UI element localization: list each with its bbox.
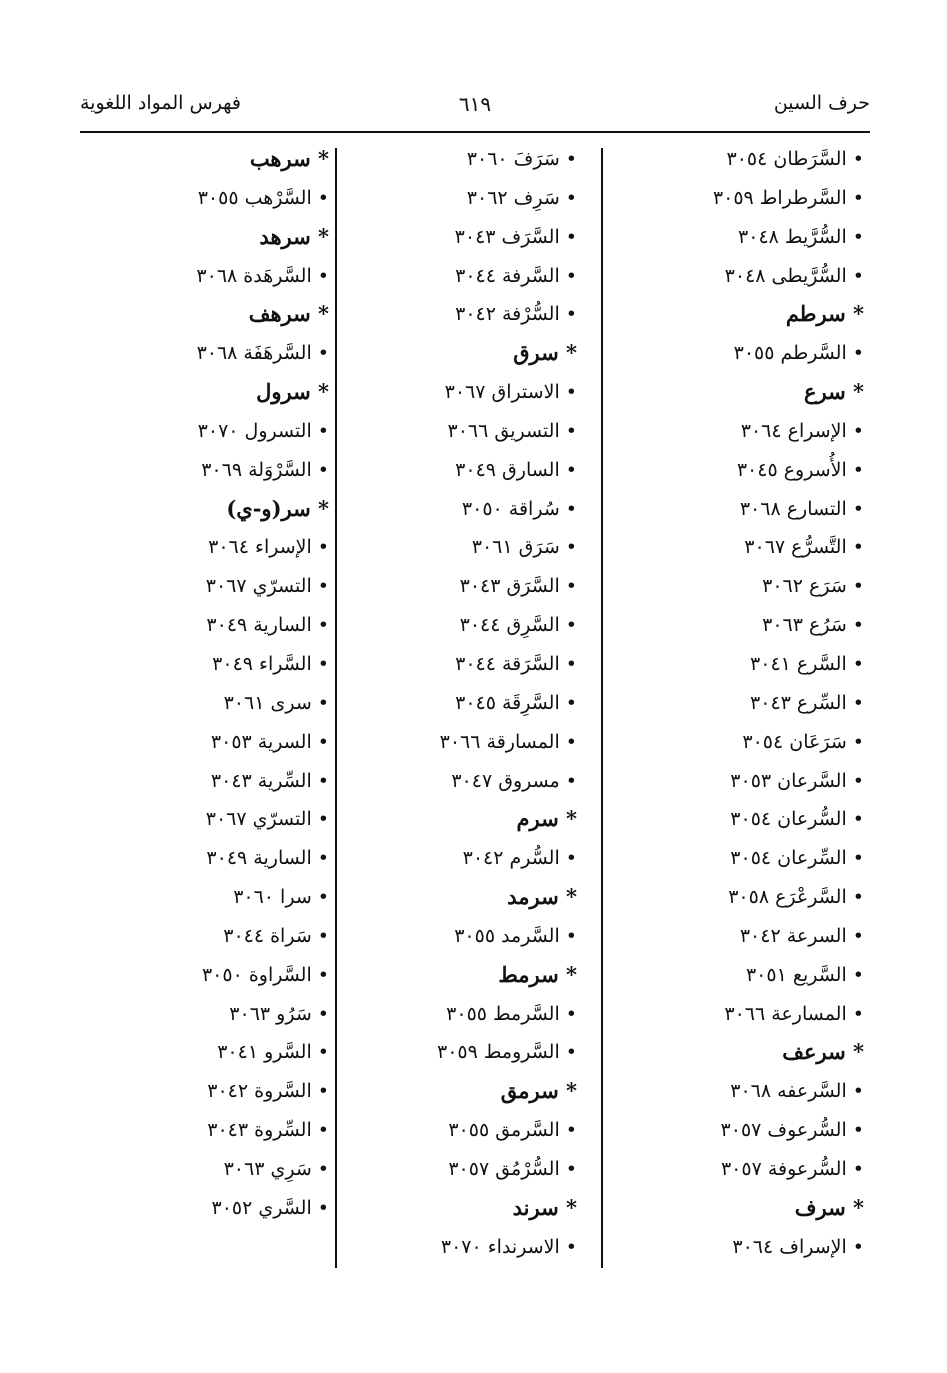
index-entry: • سَرَع ٣٠٦٢: [614, 567, 864, 606]
header-divider: [80, 131, 870, 133]
index-entry: • السَّريع ٣٠٥١: [614, 956, 864, 995]
index-entry: • السَّرمد ٣٠٥٥: [357, 917, 577, 956]
root-heading: * سرق: [357, 334, 577, 373]
index-entry: • السَّرعفه ٣٠٦٨: [614, 1072, 864, 1111]
index-entry: • التسرّي ٣٠٦٧: [89, 800, 329, 839]
index-entry: • السَّرَف ٣٠٤٣: [357, 218, 577, 257]
index-entry: • السَّرطراط ٣٠٥٩: [614, 179, 864, 218]
index-entry: • السَّرمق ٣٠٥٥: [357, 1111, 577, 1150]
index-entry: • الأُسروع ٣٠٤٥: [614, 451, 864, 490]
index-entry: • السِّرع ٣٠٤٣: [614, 684, 864, 723]
index-entry: • سُراقة ٣٠٥٠: [357, 490, 577, 529]
index-entry: • السَّرْوَلة ٣٠٦٩: [89, 451, 329, 490]
index-entry: • السِّرية ٣٠٤٣: [89, 762, 329, 801]
root-heading: * سرف: [614, 1189, 864, 1228]
index-entry: • التسارع ٣٠٦٨: [614, 490, 864, 529]
index-entry: • السَّرَقة ٣٠٤٤: [357, 645, 577, 684]
index-entry: • سَرُع ٣٠٦٣: [614, 606, 864, 645]
index-entry: • السَّرِقَة ٣٠٤٥: [357, 684, 577, 723]
root-heading: * سرهف: [89, 295, 329, 334]
index-entry: • سَرَعَان ٣٠٥٤: [614, 723, 864, 762]
index-entry: • السُّرْمُق ٣٠٥٧: [357, 1150, 577, 1189]
index-entry: • الاستراق ٣٠٦٧: [357, 373, 577, 412]
index-entry: • المسارقة ٣٠٦٦: [357, 723, 577, 762]
root-heading: * سر(و-ي): [89, 490, 329, 529]
root-heading: * سرمد: [357, 878, 577, 917]
index-entry: • السُّرَّيطى ٣٠٤٨: [614, 257, 864, 296]
header-book-section: فهرس المواد اللغوية: [80, 92, 242, 114]
index-entry: • سَرِي ٣٠٦٣: [89, 1150, 329, 1189]
root-heading: * سرهب: [89, 140, 329, 179]
index-entry: • سرا ٣٠٦٠: [89, 878, 329, 917]
header-section-title: حرف السين: [773, 92, 870, 114]
index-entry: • السِّروة ٣٠٤٣: [89, 1111, 329, 1150]
index-entry: • السَّرهَدة ٣٠٦٨: [89, 257, 329, 296]
root-heading: * سرعف: [614, 1033, 864, 1072]
index-entry: • التسرول ٣٠٧٠: [89, 412, 329, 451]
index-entry: • التَّسرُّع ٣٠٦٧: [614, 528, 864, 567]
index-entry: • السُّرعان ٣٠٥٤: [614, 800, 864, 839]
index-entry: • سَرُو ٣٠٦٣: [89, 995, 329, 1034]
index-entry: • السارية ٣٠٤٩: [89, 839, 329, 878]
index-column-right: [614, 140, 864, 1266]
index-entry: • السُّرْفة ٣٠٤٢: [357, 295, 577, 334]
index-entry: • السُّرم ٣٠٤٢: [357, 839, 577, 878]
running-header: [80, 92, 870, 126]
index-entry: • الاسرنداء ٣٠٧٠: [357, 1228, 577, 1267]
root-heading: * سرول: [89, 373, 329, 412]
index-column-left: [89, 140, 329, 1228]
index-entry: • السَّرَطان ٣٠٥٤: [614, 140, 864, 179]
index-entry: • السَّرَق ٣٠٤٣: [357, 567, 577, 606]
index-entry: • السرعة ٣٠٤٢: [614, 917, 864, 956]
root-heading: * سرطم: [614, 295, 864, 334]
root-heading: * سرع: [614, 373, 864, 412]
index-entry: • السِّرعان ٣٠٥٤: [614, 839, 864, 878]
index-entry: • مسروق ٣٠٤٧: [357, 762, 577, 801]
index-entry: • السرية ٣٠٥٣: [89, 723, 329, 762]
index-entry: • التسريق ٣٠٦٦: [357, 412, 577, 451]
index-entry: • السُّرعوفة ٣٠٥٧: [614, 1150, 864, 1189]
index-entry: • الإسراع ٣٠٦٤: [614, 412, 864, 451]
index-entry: • السَّرْهب ٣٠٥٥: [89, 179, 329, 218]
root-heading: * سرهد: [89, 218, 329, 257]
page-number: ٦١٩: [458, 92, 492, 116]
root-heading: * سرم: [357, 800, 577, 839]
index-entry: • سَرَفَ ٣٠٦٠: [357, 140, 577, 179]
index-entry: • السارية ٣٠٤٩: [89, 606, 329, 645]
index-entry: • السَّرطم ٣٠٥٥: [614, 334, 864, 373]
index-entry: • السَّراء ٣٠٤٩: [89, 645, 329, 684]
index-entry: • سرى ٣٠٦١: [89, 684, 329, 723]
index-entry: • الإسراء ٣٠٦٤: [89, 528, 329, 567]
column-divider-right: [601, 148, 603, 1268]
index-entry: • سَرَق ٣٠٦١: [357, 528, 577, 567]
index-column-middle: [357, 140, 577, 1266]
index-entry: • التسرّي ٣٠٦٧: [89, 567, 329, 606]
column-divider-left: [335, 148, 337, 1268]
index-entry: • السارق ٣٠٤٩: [357, 451, 577, 490]
index-entry: • السَّرع ٣٠٤١: [614, 645, 864, 684]
index-entry: • السَّرعان ٣٠٥٣: [614, 762, 864, 801]
index-entry: • السَّرفة ٣٠٤٤: [357, 257, 577, 296]
index-entry: • سَراة ٣٠٤٤: [89, 917, 329, 956]
index-entry: • المسارعة ٣٠٦٦: [614, 995, 864, 1034]
index-entry: • السَّرعْرَع ٣٠٥٨: [614, 878, 864, 917]
index-entry: • السَّراوة ٣٠٥٠: [89, 956, 329, 995]
root-heading: * سرند: [357, 1189, 577, 1228]
index-entry: • سَرِف ٣٠٦٢: [357, 179, 577, 218]
index-entry: • السَّرِق ٣٠٤٤: [357, 606, 577, 645]
index-entry: • السُّرَّيط ٣٠٤٨: [614, 218, 864, 257]
index-entry: • السَّرهَفَة ٣٠٦٨: [89, 334, 329, 373]
index-entry: • السَّري ٣٠٥٢: [89, 1189, 329, 1228]
index-entry: • السَّرمط ٣٠٥٥: [357, 995, 577, 1034]
index-entry: • السُّرعوف ٣٠٥٧: [614, 1111, 864, 1150]
index-entry: • السَّرو ٣٠٤١: [89, 1033, 329, 1072]
root-heading: * سرمط: [357, 956, 577, 995]
root-heading: * سرمق: [357, 1072, 577, 1111]
index-entry: • الإسراف ٣٠٦٤: [614, 1228, 864, 1267]
index-entry: • السَّروة ٣٠٤٢: [89, 1072, 329, 1111]
index-entry: • السَّرومط ٣٠٥٩: [357, 1033, 577, 1072]
